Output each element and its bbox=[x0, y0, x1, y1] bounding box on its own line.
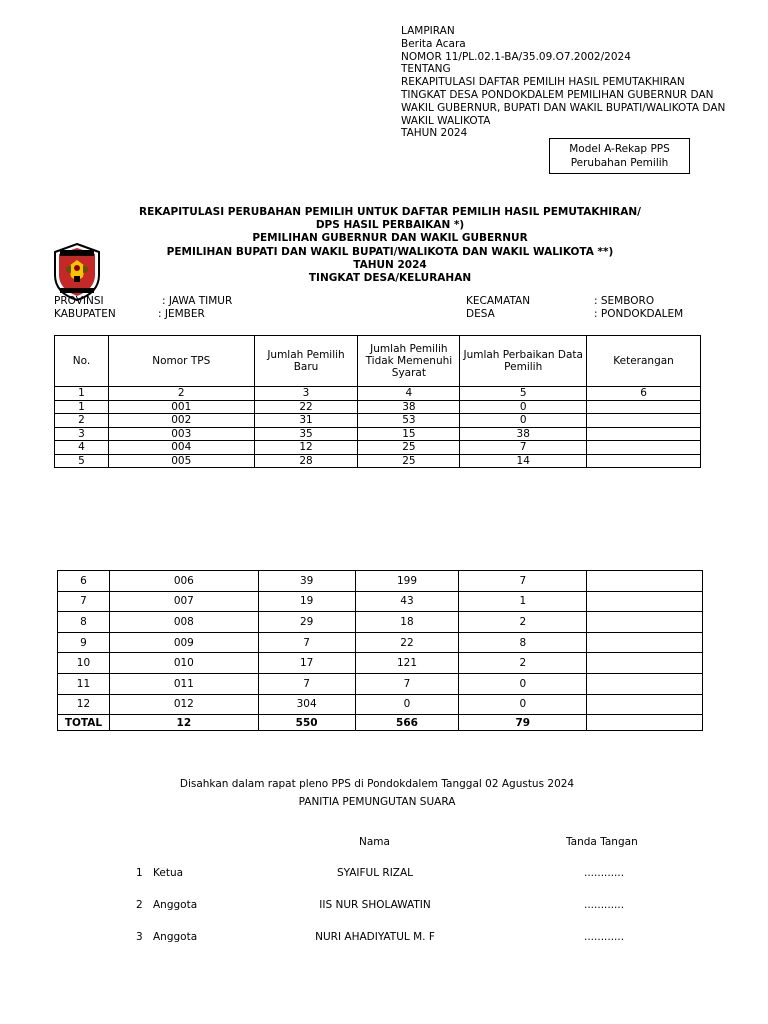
cell-tps: 007 bbox=[109, 591, 258, 612]
cell-baru: 12 bbox=[254, 441, 358, 455]
cell-no: 11 bbox=[58, 673, 110, 694]
kabupaten-value: : JEMBER bbox=[158, 308, 205, 320]
cell-tps: 004 bbox=[108, 441, 254, 455]
header-keterangan: Keterangan bbox=[587, 336, 701, 387]
cell-keterangan bbox=[587, 571, 703, 592]
cell-baru: 31 bbox=[254, 414, 358, 428]
committee-name: PANITIA PEMUNGUTAN SUARA bbox=[298, 796, 456, 808]
cell-keterangan bbox=[587, 591, 703, 612]
table-row bbox=[55, 414, 701, 428]
cell-perbaikan: 0 bbox=[459, 673, 587, 694]
total-row bbox=[58, 715, 703, 731]
model-box-line2: Perubahan Pemilih bbox=[570, 157, 669, 169]
column-number: 5 bbox=[460, 387, 587, 401]
cell-perbaikan: 38 bbox=[460, 427, 587, 441]
cell-no: 7 bbox=[58, 591, 110, 612]
cell-tms: 7 bbox=[355, 673, 459, 694]
cell-perbaikan: 0 bbox=[460, 414, 587, 428]
cell-tms: 25 bbox=[358, 441, 460, 455]
column-number: 6 bbox=[587, 387, 701, 401]
title-line: TAHUN 2024 bbox=[353, 258, 427, 271]
cell-keterangan bbox=[587, 414, 701, 428]
kecamatan-label: KECAMATAN bbox=[466, 295, 531, 307]
cell-baru: 7 bbox=[258, 673, 355, 694]
member-number: 3 bbox=[136, 931, 143, 943]
total-tms: 566 bbox=[355, 715, 459, 731]
column-nama: Nama bbox=[359, 836, 390, 848]
title-line: REKAPITULASI PERUBAHAN PEMILIH UNTUK DAFTAR PEMILIH HASIL PEMUTAKHIRAN/ bbox=[139, 206, 641, 218]
cell-no: 8 bbox=[58, 612, 110, 633]
cell-no: 3 bbox=[55, 427, 109, 441]
header-pemilih-baru: Jumlah Pemilih Baru bbox=[254, 336, 358, 387]
table-row bbox=[58, 673, 703, 694]
cell-tms: 53 bbox=[358, 414, 460, 428]
cell-keterangan bbox=[587, 441, 701, 455]
column-number: 2 bbox=[108, 387, 254, 401]
model-box bbox=[549, 138, 690, 174]
member-name: IIS NUR SHOLAWATIN bbox=[319, 899, 431, 911]
cell-baru: 22 bbox=[254, 400, 358, 414]
table-row bbox=[58, 612, 703, 633]
table-row bbox=[58, 632, 703, 653]
cell-baru: 28 bbox=[254, 454, 358, 468]
total-baru: 550 bbox=[258, 715, 355, 731]
cell-perbaikan: 0 bbox=[459, 694, 587, 715]
title-line: PEMILIHAN BUPATI DAN WAKIL BUPATI/WALIKOTA DAN WAKIL WALIKOTA **) bbox=[166, 245, 614, 258]
kabupaten-label: KABUPATEN bbox=[54, 308, 116, 320]
cell-tms: 121 bbox=[355, 653, 459, 674]
header-nomor-tps: Nomor TPS bbox=[108, 336, 254, 387]
lampiran-header bbox=[401, 25, 725, 140]
table-row bbox=[58, 653, 703, 674]
cell-tms: 43 bbox=[355, 591, 459, 612]
cell-no: 5 bbox=[55, 454, 109, 468]
cell-tps: 008 bbox=[109, 612, 258, 633]
table-row bbox=[55, 454, 701, 468]
cell-perbaikan: 7 bbox=[460, 441, 587, 455]
recap-table-continued bbox=[57, 570, 703, 731]
cell-no: 10 bbox=[58, 653, 110, 674]
table-header-row bbox=[55, 336, 701, 387]
column-tanda-tangan: Tanda Tangan bbox=[566, 836, 638, 848]
member-role: Anggota bbox=[153, 931, 198, 943]
cell-tps: 002 bbox=[108, 414, 254, 428]
provinsi-label: PROVINSI bbox=[54, 295, 104, 307]
member-signature: ............ bbox=[584, 931, 625, 943]
cell-keterangan bbox=[587, 454, 701, 468]
cell-tms: 15 bbox=[358, 427, 460, 441]
cell-tps: 001 bbox=[108, 400, 254, 414]
member-signature: ............ bbox=[584, 867, 625, 879]
cell-perbaikan: 0 bbox=[460, 400, 587, 414]
cell-baru: 304 bbox=[258, 694, 355, 715]
table-row bbox=[58, 591, 703, 612]
ratification-text: Disahkan dalam rapat pleno PPS di Pondokdalem Tanggal 02 Agustus 2024 bbox=[179, 778, 575, 790]
member-number: 2 bbox=[136, 899, 143, 911]
cell-tps: 005 bbox=[108, 454, 254, 468]
cell-perbaikan: 7 bbox=[459, 571, 587, 592]
member-role: Ketua bbox=[153, 867, 184, 879]
kecamatan-value: : SEMBORO bbox=[594, 295, 655, 307]
lampiran-line: WAKIL GUBERNUR, BUPATI DAN WAKIL BUPATI/WALIKOTA DAN bbox=[401, 101, 726, 114]
title-line: PEMILIHAN GUBERNUR DAN WAKIL GUBERNUR bbox=[252, 232, 528, 245]
cell-no: 4 bbox=[55, 441, 109, 455]
lampiran-line: WAKIL WALIKOTA bbox=[401, 114, 491, 127]
column-number: 1 bbox=[55, 387, 109, 401]
cell-tms: 0 bbox=[355, 694, 459, 715]
member-role: Anggota bbox=[153, 899, 198, 911]
member-name: NURI AHADIYATUL M. F bbox=[315, 931, 435, 943]
cell-no: 1 bbox=[55, 400, 109, 414]
cell-keterangan bbox=[587, 427, 701, 441]
cell-tps: 006 bbox=[109, 571, 258, 592]
cell-baru: 17 bbox=[258, 653, 355, 674]
cell-tms: 199 bbox=[355, 571, 459, 592]
cell-tps: 012 bbox=[109, 694, 258, 715]
model-box-line1: Model A-Rekap PPS bbox=[569, 143, 670, 155]
column-number-row bbox=[55, 387, 701, 401]
cell-keterangan bbox=[587, 673, 703, 694]
provinsi-value: : JAWA TIMUR bbox=[162, 295, 233, 307]
cell-baru: 29 bbox=[258, 612, 355, 633]
document-title bbox=[100, 206, 680, 285]
cell-perbaikan: 14 bbox=[460, 454, 587, 468]
table-row bbox=[55, 400, 701, 414]
cell-tps: 011 bbox=[109, 673, 258, 694]
cell-no: 12 bbox=[58, 694, 110, 715]
cell-tps: 009 bbox=[109, 632, 258, 653]
table-row bbox=[58, 571, 703, 592]
lampiran-line: TINGKAT DESA PONDOKDALEM PEMILIHAN GUBERNUR DAN bbox=[401, 88, 714, 101]
lampiran-line: TAHUN 2024 bbox=[401, 127, 468, 140]
title-line: DPS HASIL PERBAIKAN *) bbox=[315, 219, 465, 232]
lampiran-line: NOMOR 11/PL.02.1-BA/35.09.O7.2002/2024 bbox=[401, 50, 631, 63]
lampiran-line: REKAPITULASI DAFTAR PEMILIH HASIL PEMUTAKHIRAN bbox=[401, 76, 685, 89]
cell-no: 6 bbox=[58, 571, 110, 592]
total-keterangan bbox=[587, 715, 703, 731]
cell-keterangan bbox=[587, 694, 703, 715]
member-signature: ............ bbox=[584, 899, 625, 911]
cell-tms: 38 bbox=[358, 400, 460, 414]
cell-perbaikan: 8 bbox=[459, 632, 587, 653]
lampiran-line: Berita Acara bbox=[401, 37, 466, 50]
cell-tps: 003 bbox=[108, 427, 254, 441]
column-number: 3 bbox=[254, 387, 358, 401]
member-number: 1 bbox=[136, 867, 143, 879]
cell-perbaikan: 2 bbox=[459, 653, 587, 674]
cell-perbaikan: 1 bbox=[459, 591, 587, 612]
member-name: SYAIFUL RIZAL bbox=[336, 867, 414, 879]
cell-keterangan bbox=[587, 632, 703, 653]
cell-no: 9 bbox=[58, 632, 110, 653]
cell-tms: 25 bbox=[358, 454, 460, 468]
cell-tms: 22 bbox=[355, 632, 459, 653]
header-tidak-memenuhi-syarat: Jumlah Pemilih Tidak Memenuhi Syarat bbox=[358, 336, 460, 387]
cell-baru: 39 bbox=[258, 571, 355, 592]
cell-keterangan bbox=[587, 653, 703, 674]
cell-tps: 010 bbox=[109, 653, 258, 674]
total-perbaikan: 79 bbox=[459, 715, 587, 731]
total-tps: 12 bbox=[109, 715, 258, 731]
total-label: TOTAL bbox=[58, 715, 110, 731]
desa-value: : PONDOKDALEM bbox=[594, 308, 684, 320]
table-row bbox=[55, 427, 701, 441]
cell-keterangan bbox=[587, 612, 703, 633]
cell-baru: 19 bbox=[258, 591, 355, 612]
column-number: 4 bbox=[358, 387, 460, 401]
cell-baru: 35 bbox=[254, 427, 358, 441]
cell-no: 2 bbox=[55, 414, 109, 428]
kpu-logo-icon bbox=[52, 243, 102, 301]
lampiran-line: TENTANG bbox=[401, 63, 451, 76]
cell-baru: 7 bbox=[258, 632, 355, 653]
title-line: TINGKAT DESA/KELURAHAN bbox=[308, 272, 472, 285]
table-row bbox=[58, 694, 703, 715]
lampiran-line: LAMPIRAN bbox=[401, 25, 455, 37]
table-row bbox=[55, 441, 701, 455]
cell-tms: 18 bbox=[355, 612, 459, 633]
cell-perbaikan: 2 bbox=[459, 612, 587, 633]
header-no: No. bbox=[55, 336, 109, 387]
header-perbaikan-data: Jumlah Perbaikan Data Pemilih bbox=[460, 336, 587, 387]
cell-keterangan bbox=[587, 400, 701, 414]
recap-table bbox=[54, 335, 701, 468]
desa-label: DESA bbox=[466, 308, 495, 320]
